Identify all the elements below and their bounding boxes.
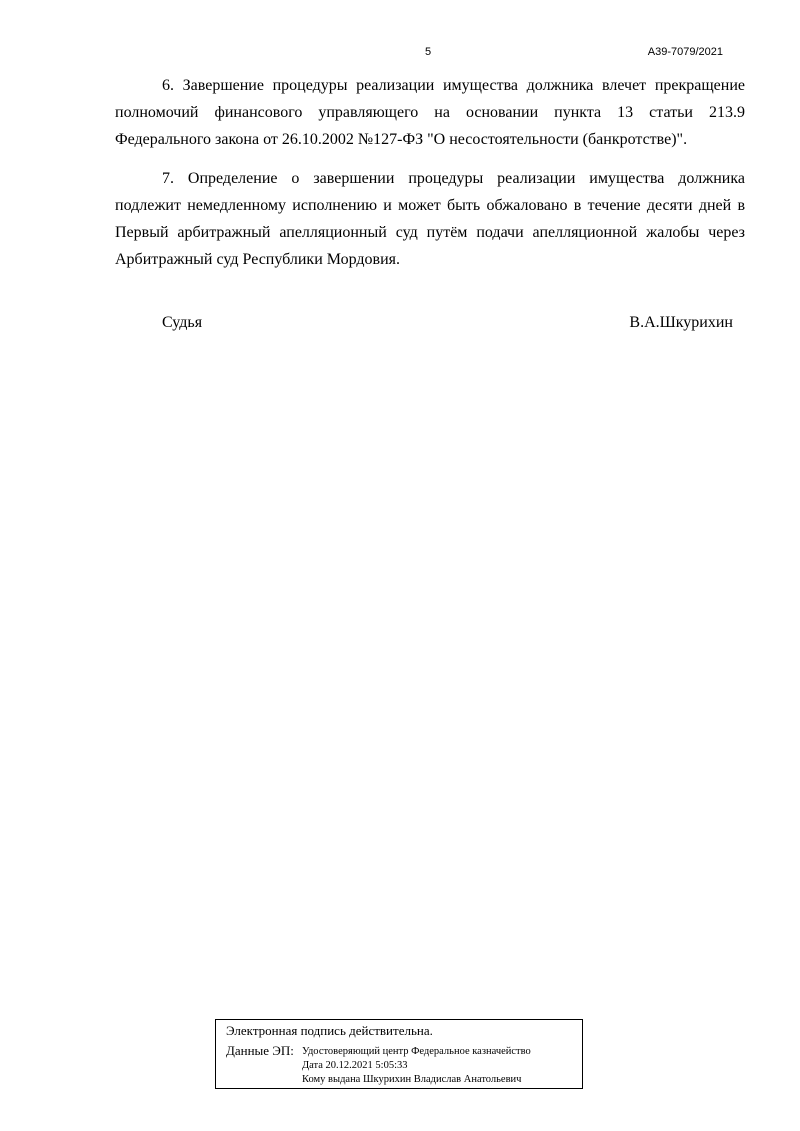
paragraph-6: 6. Завершение процедуры реализации имущества должника влечет прекращение полномочий финансового управляющего на основании пункта 13 статьи 213.9 Федерального закона от 26.10.2002 №127-ФЗ "О несостоятельности (банкротстве)". — [115, 77, 745, 148]
esign-date: Дата 20.12.2021 5:05:33 — [302, 1060, 408, 1071]
esign-issuer: Удостоверяющий центр Федеральное казначейство — [302, 1046, 531, 1057]
page-number: 5 — [425, 46, 432, 58]
signature-role: Судья — [162, 314, 203, 331]
esign-details — [302, 1045, 531, 1087]
electronic-signature-stamp — [215, 1019, 583, 1089]
esign-label: Данные ЭП: — [226, 1043, 294, 1058]
esign-owner: Кому выдана Шкурихин Владислав Анатольевич — [302, 1074, 522, 1085]
esign-title: Электронная подпись действительна. — [226, 1023, 433, 1038]
paragraph-7: 7. Определение о завершении процедуры реализации имущества должника подлежит немедленному исполнению и может быть обжаловано в течение десяти дней в Первый арбитражный апелляционный суд путём подачи апелляционной жалобы через Арбитражный суд Республики Мордовия. — [115, 170, 745, 268]
case-number: А39-7079/2021 — [647, 46, 723, 58]
signature-name: В.А.Шкурихин — [629, 314, 733, 331]
document-body — [115, 72, 745, 285]
